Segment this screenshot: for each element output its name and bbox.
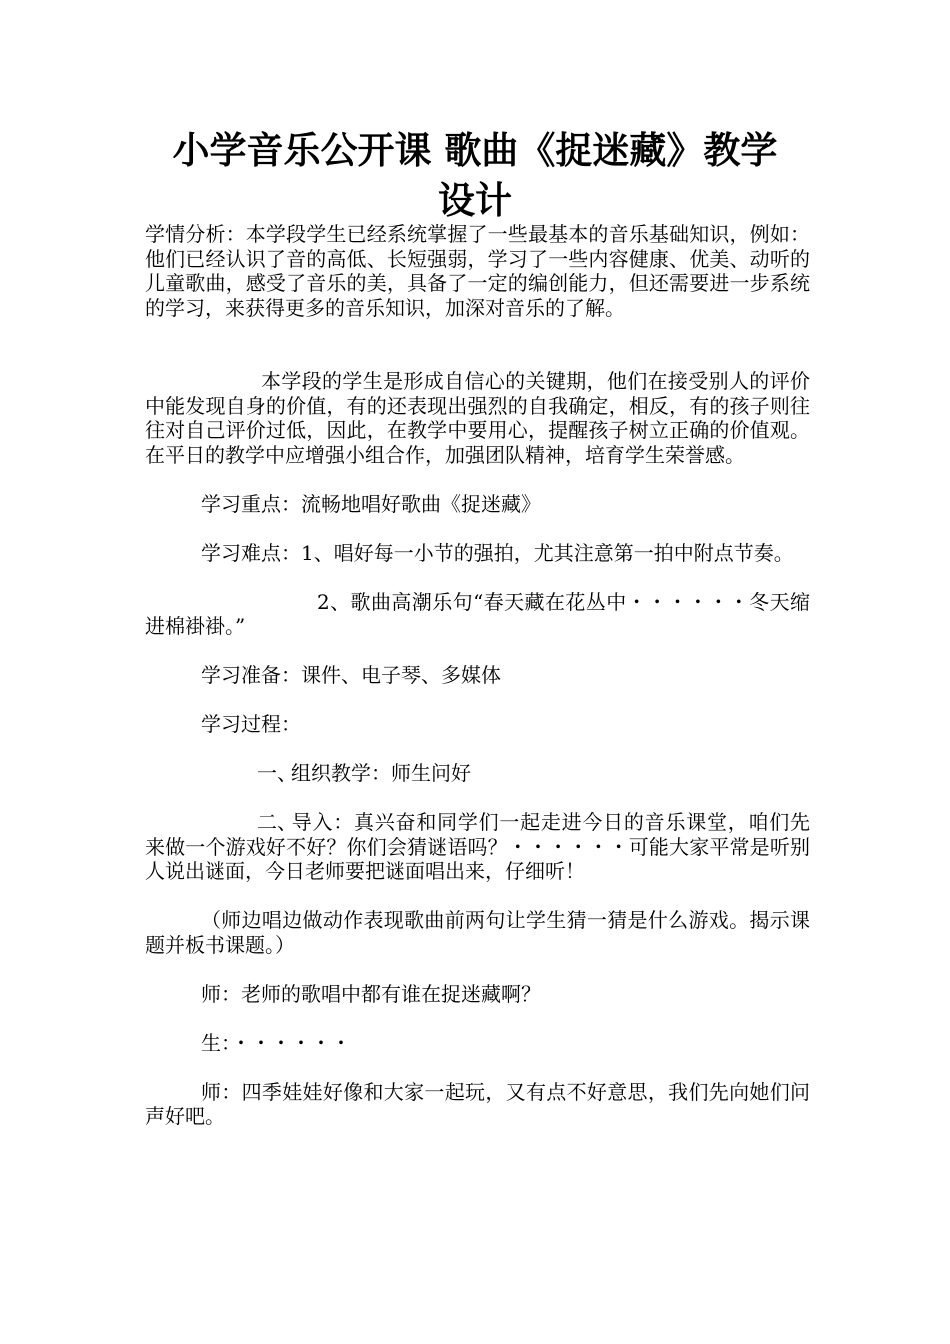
step-2-number: 二、	[257, 810, 297, 834]
paragraph-teacher-1: 师：老师的歌唱中都有谁在捉迷藏啊？	[201, 981, 541, 1006]
step-1-number: 一、	[257, 761, 297, 785]
paragraph-note: （师边唱边做动作表现歌曲前两句让学生猜一猜是什么游戏。揭示课题并板书课题。）	[145, 908, 810, 957]
step-1-text: 组织教学：师生问好	[291, 761, 471, 785]
paragraph-process: 学习过程：	[201, 712, 301, 736]
document-body	[145, 222, 810, 1129]
paragraph-difficulty-2: 2、歌曲高潮乐句“春天藏在花丛中・・・・・・冬天缩进棉褂褂。”	[145, 589, 810, 638]
document-title	[145, 126, 805, 226]
paragraph-teacher-2: 师：四季娃娃好像和大家一起玩，又有点不好意思，我们先向她们问声好吧。	[145, 1079, 810, 1128]
paragraph-prep: 学习准备：课件、电子琴、多媒体	[201, 663, 501, 687]
paragraph-difficulty-1: 学习难点：1、唱好每一小节的强拍，尤其注意第一拍中附点节奏。	[201, 540, 794, 565]
paragraph-analysis-1: 学情分析：本学段学生已经系统掌握了一些最基本的音乐基础知识，例如：他们已经认识了音的高低、长短强弱，学习了一些内容健康、优美、动听的儿童歌曲，感受了音乐的美，具备了一定的编创能力，但还需要进一步系统的学习，来获得更多的音乐知识，加深对音乐的了解。	[145, 222, 810, 320]
paragraph-step-2	[145, 810, 810, 884]
title-line-1: 小学音乐公开课 歌曲《捉迷藏》教学	[172, 129, 778, 172]
step-2-text: 导入：真兴奋和同学们一起走进今日的音乐课堂，咱们先来做一个游戏好不好？你们会猜谜语吗？・・・・・・可能大家平常是听别人说出谜面，今日老师要把谜面唱出来，仔细听！	[145, 810, 810, 883]
paragraph-focus: 学习重点：流畅地唱好歌曲《捉迷藏》	[201, 491, 541, 516]
paragraph-step-1	[145, 761, 810, 786]
paragraph-analysis-2: 本学段的学生是形成自信心的关键期，他们在接受别人的评价中能发现自身的价值，有的还表现出强烈的自我确定，相反，有的孩子则往往对自己评价过低，因此，在教学中要用心，提醒孩子树立正确的价值观。在平日的教学中应增强小组合作，加强团队精神，培育学生荣誉感。	[145, 369, 810, 467]
paragraph-student-1: 生：・・・・・・	[201, 1030, 351, 1055]
title-line-2: 设计	[438, 179, 512, 222]
